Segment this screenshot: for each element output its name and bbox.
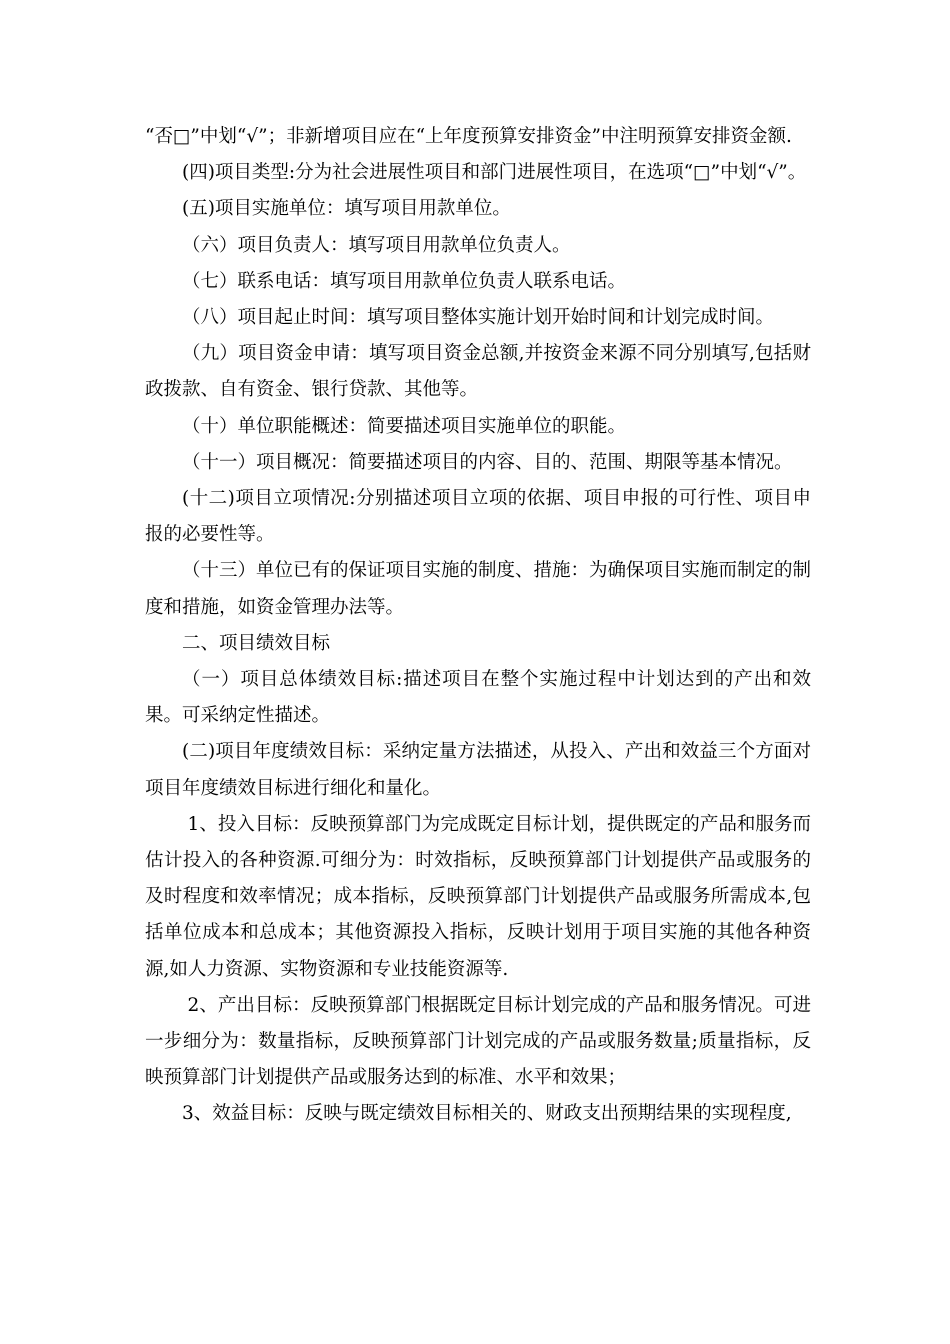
document-body [145, 119, 811, 1133]
section-heading-performance-goals: 二、项目绩效目标 [182, 632, 331, 654]
paragraph-funding-application: （九）项目资金申请：填写项目资金总额,并按资金来源不同分别填写,包括财政拨款、自有资金、银行贷款、其他等。 [145, 343, 811, 401]
paragraph-project-overview: （十一）项目概况：简要描述项目的内容、目的、范围、期限等基本情况。 [182, 451, 793, 473]
paragraph-project-type: (四)项目类型:分为社会进展性项目和部门进展性项目，在选项“□”中划“√”。 [182, 162, 807, 184]
paragraph-project-approval: (十二)项目立项情况:分别描述项目立项的依据、项目申报的可行性、项目申报的必要性等。 [145, 488, 811, 546]
paragraph-benefit-goal: 3、效益目标：反映与既定绩效目标相关的、财政支出预期结果的实现程度, [182, 1103, 792, 1125]
paragraph-contact-phone: （七）联系电话：填写项目用款单位负责人联系电话。 [182, 270, 627, 292]
paragraph-project-leader: （六）项目负责人：填写项目用款单位负责人。 [182, 234, 571, 256]
paragraph-existing-measures: （十三）单位已有的保证项目实施的制度、措施：为确保项目实施而制定的制度和措施，如资金管理办法等。 [145, 560, 812, 618]
paragraph-output-goal: 2、产出目标：反映预算部门根据既定目标计划完成的产品和服务情况。可进一步细分为：数量指标，反映预算部门计划完成的产品或服务数量;质量指标，反映预算部门计划提供产品或服务达到的标准、水平和效果； [145, 994, 811, 1089]
paragraph-project-period: （八）项目起止时间：填写项目整体实施计划开始时间和计划完成时间。 [182, 307, 775, 329]
paragraph-unit-functions: （十）单位职能概述：简要描述项目实施单位的职能。 [182, 415, 627, 437]
paragraph-implementing-unit: (五)项目实施单位：填写项目用款单位。 [182, 198, 511, 220]
paragraph-annual-goal: (二)项目年度绩效目标：采纳定量方法描述，从投入、产出和效益三个方面对项目年度绩效目标进行细化和量化。 [145, 741, 811, 799]
paragraph-overall-goal: （一）项目总体绩效目标:描述项目在整个实施过程中计划达到的产出和效果。可采纳定性描述。 [145, 669, 811, 727]
paragraph-input-goal: 1、投入目标：反映预算部门为完成既定目标计划，提供既定的产品和服务而估计投入的各种资源.可细分为：时效指标，反映预算部门计划提供产品或服务的及时程度和效率情况；成本指标，反映预算部门计划提供产品或服务所需成本,包括单位成本和总成本；其他资源投入指标，反映计划用于项目实施的其他各种资源,如人力资源、实物资源和专业技能资源等. [145, 813, 811, 980]
paragraph-continuation: “否□”中划“√”；非新增项目应在“上年度预算安排资金”中注明预算安排资金额. [145, 126, 792, 147]
